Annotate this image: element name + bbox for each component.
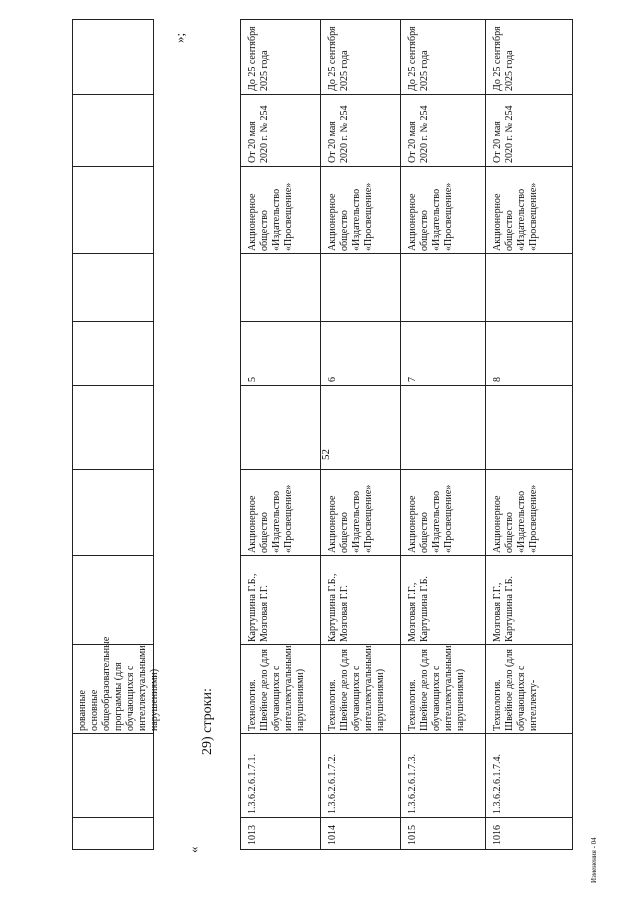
row-1015-title-cell bbox=[400, 644, 486, 734]
row-code: 1.3.6.2.6.1.7.4. bbox=[492, 754, 503, 814]
row-until: До 25 сентября 2025 года bbox=[247, 26, 270, 91]
row-1013-order-cell bbox=[240, 94, 321, 167]
row-num: 1016 bbox=[492, 825, 503, 845]
row-1015-num-cell bbox=[400, 817, 486, 850]
row-num: 1015 bbox=[407, 825, 418, 845]
row-1016-until-cell bbox=[485, 19, 573, 95]
row-1013-code-cell bbox=[240, 733, 321, 818]
row-1014-empty-2 bbox=[320, 253, 401, 322]
row-1016-code-cell bbox=[485, 733, 573, 818]
top-table-cell-empty-3 bbox=[72, 253, 154, 322]
row-1015-order-cell bbox=[400, 94, 486, 167]
top-table-subject-text: рованные основные общеобразовательные программы (для обучающихся с интеллектуальными нарушениями) bbox=[77, 636, 160, 731]
row-1014-num-cell bbox=[320, 817, 401, 850]
top-table-cell-empty-5 bbox=[72, 94, 154, 167]
row-grade: 8 bbox=[492, 377, 503, 382]
page-number: 52 bbox=[320, 449, 332, 460]
top-table-cell-empty-4 bbox=[72, 166, 154, 254]
row-publisher2: Акционерное общество «Издательство «Просвещение» bbox=[407, 182, 454, 251]
row-until: До 25 сентября 2025 года bbox=[327, 26, 350, 91]
row-publisher2: Акционерное общество «Издательство «Просвещение» bbox=[247, 182, 294, 251]
top-table-cell-empty-6 bbox=[72, 19, 154, 95]
row-order: От 20 мая 2020 г. № 254 bbox=[327, 105, 350, 163]
row-title: Технология. Швейное дело (для обучающихся с интеллектуальными нарушениями) bbox=[407, 645, 466, 731]
top-table-cell-subject bbox=[72, 636, 160, 734]
row-1016-authors-cell bbox=[485, 555, 573, 645]
top-table-cell-publisher bbox=[72, 469, 154, 556]
row-1013-publisher2-cell bbox=[240, 166, 321, 254]
row-1013-authors-cell bbox=[240, 555, 321, 645]
row-1013-grade-cell bbox=[240, 321, 321, 386]
row-1014-order-cell bbox=[320, 94, 401, 167]
row-publisher: Акционерное общество «Издательство «Просвещение» bbox=[247, 484, 294, 553]
row-1016-grade-cell bbox=[485, 321, 573, 386]
row-code: 1.3.6.2.6.1.7.2. bbox=[327, 754, 338, 814]
top-table-cell-authors bbox=[72, 555, 154, 645]
row-1016-publisher2-cell bbox=[485, 166, 573, 254]
row-1013-empty-2 bbox=[240, 253, 321, 322]
row-authors: Мозговая Г.Г., Картушина Г.Б. bbox=[492, 576, 515, 642]
row-publisher: Акционерное общество «Издательство «Просвещение» bbox=[407, 484, 454, 553]
row-grade: 5 bbox=[247, 377, 258, 382]
row-until: До 25 сентября 2025 года bbox=[407, 26, 430, 91]
row-1014-until-cell bbox=[320, 19, 401, 95]
row-authors: Мозговая Г.Г., Картушина Г.Б. bbox=[407, 576, 430, 642]
row-code: 1.3.6.2.6.1.7.3. bbox=[407, 754, 418, 814]
row-1013-title-cell bbox=[240, 644, 321, 734]
section-heading: 29) строки: bbox=[200, 688, 215, 755]
row-1015-empty-1 bbox=[400, 385, 486, 470]
row-grade: 7 bbox=[407, 377, 418, 382]
row-order: От 20 мая 2020 г. № 254 bbox=[407, 105, 430, 163]
row-1014-code-cell bbox=[320, 733, 401, 818]
row-until: До 25 сентября 2025 года bbox=[492, 26, 515, 91]
row-1016-num-cell bbox=[485, 817, 573, 850]
row-code: 1.3.6.2.6.1.7.1. bbox=[247, 754, 258, 814]
row-1016-order-cell bbox=[485, 94, 573, 167]
row-num: 1013 bbox=[247, 825, 258, 845]
row-1015-grade-cell bbox=[400, 321, 486, 386]
row-publisher: Акционерное общество «Издательство «Просвещение» bbox=[492, 484, 539, 553]
quote-open: « bbox=[186, 846, 201, 853]
row-order: От 20 мая 2020 г. № 254 bbox=[492, 105, 515, 163]
row-grade: 6 bbox=[327, 377, 338, 382]
row-1014-empty-1 bbox=[320, 385, 401, 470]
row-1015-code-cell bbox=[400, 733, 486, 818]
row-1014-grade-cell bbox=[320, 321, 401, 386]
row-publisher2: Акционерное общество «Издательство «Просвещение» bbox=[327, 182, 374, 251]
row-1015-authors-cell bbox=[400, 555, 486, 645]
row-1013-num-cell bbox=[240, 817, 321, 850]
closing-mark: »; bbox=[172, 32, 187, 43]
top-table-cell-empty-2 bbox=[72, 321, 154, 386]
row-authors: Картушина Г.Б., Мозговая Г.Г. bbox=[247, 573, 270, 642]
row-publisher2: Акционерное общество «Издательство «Просвещение» bbox=[492, 182, 539, 251]
row-1016-publisher-cell bbox=[485, 469, 573, 556]
row-1016-title-cell bbox=[485, 644, 573, 734]
row-1015-empty-2 bbox=[400, 253, 486, 322]
row-publisher: Акционерное общество «Издательство «Просвещение» bbox=[327, 484, 374, 553]
footer-text: Изменения - 04 bbox=[590, 837, 598, 883]
row-1013-until-cell bbox=[240, 19, 321, 95]
row-1015-publisher2-cell bbox=[400, 166, 486, 254]
row-order: От 20 мая 2020 г. № 254 bbox=[247, 105, 270, 163]
row-num: 1014 bbox=[327, 825, 338, 845]
row-1014-authors-cell bbox=[320, 555, 401, 645]
row-1016-empty-2 bbox=[485, 253, 573, 322]
row-1015-publisher-cell bbox=[400, 469, 486, 556]
row-1014-publisher-cell bbox=[320, 469, 401, 556]
row-authors: Картушина Г.Б., Мозговая Г.Г. bbox=[327, 573, 350, 642]
row-1014-title-cell bbox=[320, 644, 401, 734]
row-title: Технология. Швейное дело (для обучающихся с интеллектуальными нарушениями) bbox=[247, 645, 306, 731]
row-1013-publisher-cell bbox=[240, 469, 321, 556]
row-1015-until-cell bbox=[400, 19, 486, 95]
row-1016-empty-1 bbox=[485, 385, 573, 470]
row-1014-publisher2-cell bbox=[320, 166, 401, 254]
row-title: Технология. Швейное дело (для обучающихся с интеллекту- bbox=[492, 649, 539, 731]
row-1013-empty-1 bbox=[240, 385, 321, 470]
row-title: Технология. Швейное дело (для обучающихся с интеллектуальными нарушениями) bbox=[327, 645, 386, 731]
top-table-cell-num bbox=[72, 817, 154, 850]
top-table-cell-empty-1 bbox=[72, 385, 154, 470]
top-table-cell-code bbox=[72, 733, 154, 818]
